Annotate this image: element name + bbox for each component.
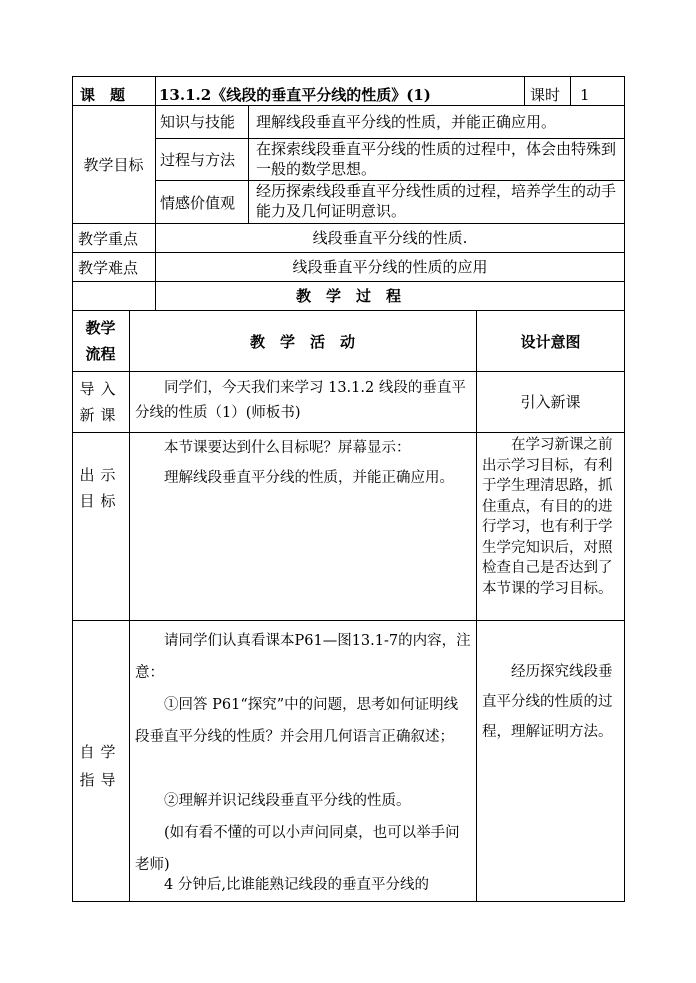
flow-objectives: 出示 目标 — [79, 466, 122, 510]
column-header-intent: 设计意图 — [520, 333, 581, 351]
grid-line — [129, 310, 130, 902]
activity-paragraph: 理解线段垂直平分线的性质，并能正确应用。 — [164, 470, 454, 486]
flow-intro: 导入 新课 — [79, 380, 122, 424]
goals-label: 教学目标 — [83, 156, 144, 174]
key-point-text: 线段垂直平分线的性质. — [312, 229, 468, 247]
grid-line — [72, 310, 625, 311]
column-header-activity: 教 学 活 动 — [249, 333, 355, 351]
goal-text: 经历探索线段垂直平分线性质的过程，培养学生的动手能力及几何证明意识。 — [256, 182, 617, 220]
intent-intro: 引入新课 — [520, 393, 581, 411]
hours-label: 课时 — [530, 86, 561, 104]
difficulty-text: 线段垂直平分线的性质的应用 — [292, 258, 488, 276]
difficulty-label: 教学难点 — [78, 259, 139, 277]
topic-label: 课 题 — [80, 86, 126, 104]
goal-text: 在探索线段垂直平分线的性质的过程中，体会由特殊到一般的数学思想。 — [256, 140, 617, 178]
goal-category: 过程与方法 — [160, 151, 236, 169]
grid-line — [72, 371, 625, 372]
grid-line — [72, 620, 625, 621]
key-point-label: 教学重点 — [78, 230, 139, 248]
activity-paragraph: ①回答 P61“探究”中的问题，思考如何证明线段垂直平分线的性质？并会用几何语言正确叙述； — [135, 697, 459, 745]
process-title: 教 学 过 程 — [295, 287, 401, 305]
grid-line — [72, 432, 625, 433]
column-header-flow: 教学 流程 — [85, 319, 116, 363]
goal-text: 理解线段垂直平分线的性质，并能正确应用。 — [256, 113, 557, 131]
intent-self-study: 经历探究线段垂直平分线的性质的过程，理解证明方法。 — [482, 664, 613, 740]
grid-line — [570, 76, 571, 105]
activity-paragraph: 请同学们认真看课本P61—图13.1-7的内容，注意： — [135, 633, 471, 681]
goal-category: 知识与技能 — [160, 113, 236, 131]
flow-self-study: 自学 指导 — [79, 743, 122, 789]
goal-category: 情感价值观 — [160, 194, 236, 212]
grid-line — [248, 105, 249, 223]
activity-paragraph: ②理解并识记线段垂直平分线的性质。 — [164, 793, 411, 809]
activity-paragraph: (如有看不懂的可以小声问同桌，也可以举手问老师) — [135, 825, 460, 873]
grid-line — [524, 76, 525, 105]
intent-objectives: 在学习新课之前出示学习目标，有利于学生理清思路，抓住重点，有目的的进行学习，也有利于学生学完知识后，对照检查自己是否达到了本节课的学习目标。 — [482, 437, 613, 597]
hours-value: 1 — [580, 86, 590, 104]
activity-paragraph: 本节课要达到什么目标呢？屏幕显示： — [164, 440, 411, 456]
topic-title: 13.1.2《线段的垂直平分线的性质》(1) — [159, 86, 431, 104]
activity-paragraph: 同学们，今天我们来学习 13.1.2 线段的垂直平分线的性质（1）(师板书) — [135, 380, 466, 421]
activity-paragraph: 4 分钟后,比谁能熟记线段的垂直平分线的 — [164, 877, 429, 893]
